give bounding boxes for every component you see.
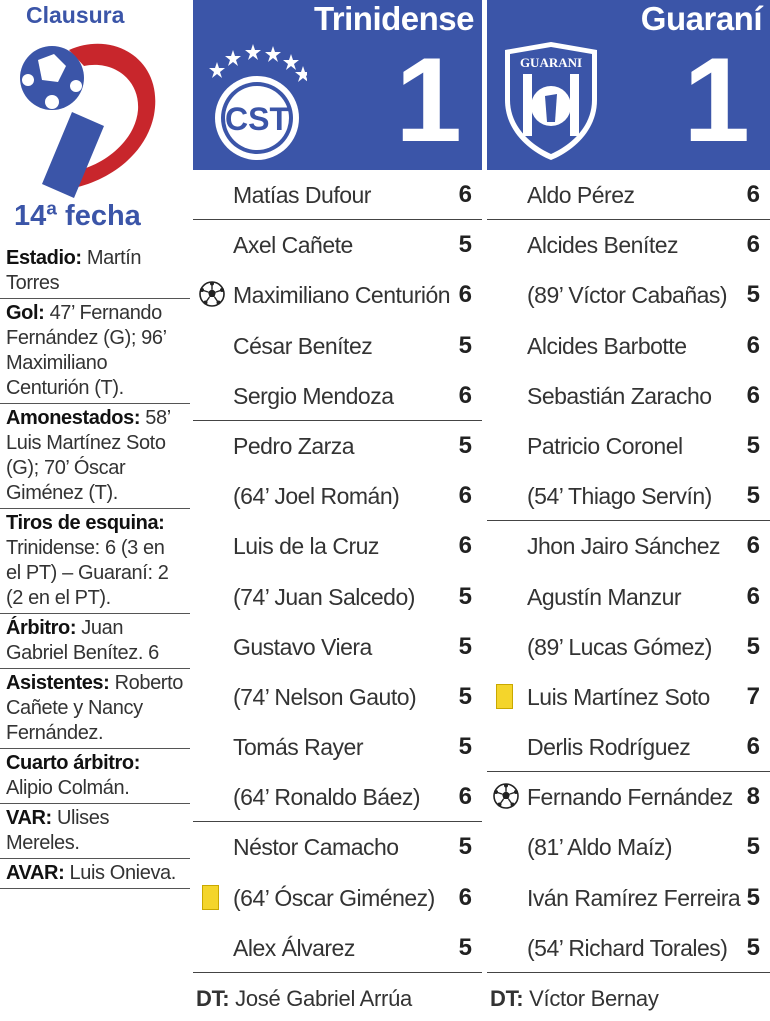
tournament-title: Clausura [26,2,125,28]
player-rating: 5 [746,833,760,861]
guarani-crest-icon [501,40,601,162]
player-rating: 5 [746,281,760,309]
soccer-ball-icon [199,281,225,313]
player-rating: 6 [458,482,472,510]
player-name: (89’ Lucas Gómez) [527,633,712,660]
player-name: (64’ Óscar Giménez) [233,884,435,911]
info-block [0,614,190,669]
player-name: César Benítez [233,332,373,359]
home-score: 1 [395,33,462,167]
player-row [487,772,770,822]
player-name: Axel Cañete [233,232,353,259]
player-row [193,321,482,371]
player-name: Fernando Fernández [527,784,733,811]
player-name: Néstor Camacho [233,834,399,861]
away-team-name: Guaraní [640,0,762,37]
info-text: Martín Torres [6,247,142,294]
player-row [487,923,770,973]
player-name: (64’ Joel Román) [233,483,400,510]
player-row [193,923,482,973]
info-label: Tiros de esquina: [6,512,165,534]
player-rating: 5 [458,231,472,259]
player-row [193,572,482,622]
player-rating: 6 [458,532,472,560]
player-name: (54’ Thiago Servín) [527,483,712,510]
player-name: (54’ Richard Torales) [527,934,728,961]
player-name: Agustín Manzur [527,583,682,610]
away-team-header [487,0,770,170]
player-row [193,873,482,923]
player-rating: 5 [458,331,472,359]
info-label: Gol: [6,302,45,324]
player-row [487,421,770,471]
player-row [487,321,770,371]
player-rating: 6 [746,331,760,359]
away-score: 1 [683,33,750,167]
player-row [487,873,770,923]
info-label: Cuarto árbitro: [6,752,141,774]
player-row [193,270,482,320]
player-name: Sebastián Zaracho [527,382,712,409]
away-player-list [487,170,770,973]
player-name: (74’ Juan Salcedo) [233,583,415,610]
player-row [193,521,482,571]
player-rating: 6 [458,281,472,309]
player-name: Luis Martínez Soto [527,683,710,710]
trinidense-crest-icon [207,40,307,162]
info-label: Estadio: [6,247,82,269]
yellow-card-icon [202,885,219,910]
player-rating: 5 [746,632,760,660]
home-coach-line [196,986,412,1012]
player-rating: 6 [746,582,760,610]
player-row [193,170,482,220]
player-name: (64’ Ronaldo Báez) [233,784,421,811]
info-text: 47’ Fernando Fernández (G); 96’ Maximiliano Centurión (T). [6,302,166,399]
info-block [0,244,190,299]
player-name: Alex Álvarez [233,934,355,961]
player-row [487,170,770,220]
info-block [0,749,190,804]
player-rating: 7 [746,682,760,710]
player-rating: 6 [746,733,760,761]
info-label: Amonestados: [6,407,141,429]
away-team-column [487,0,770,973]
home-team-name: Trinidense [313,0,474,37]
player-rating: 6 [458,181,472,208]
player-rating: 6 [746,181,760,208]
player-name: (81’ Aldo Maíz) [527,834,673,861]
home-coach-name: José Gabriel Arrúa [235,986,412,1011]
player-row [193,421,482,471]
svg-text:GUARANI: GUARANI [519,55,583,70]
player-row [487,672,770,722]
soccer-ball-icon [493,783,519,815]
player-row [193,220,482,270]
player-row [487,572,770,622]
player-rating: 6 [746,532,760,560]
player-rating: 6 [746,381,760,409]
player-rating: 5 [458,833,472,861]
player-rating: 5 [458,632,472,660]
info-label: Asistentes: [6,672,110,694]
home-player-list [193,170,482,973]
info-block [0,859,190,889]
player-row [487,270,770,320]
player-name: Sergio Mendoza [233,382,394,409]
player-rating: 5 [458,431,472,459]
info-label: AVAR: [6,862,65,884]
player-rating: 5 [458,682,472,710]
player-rating: 5 [746,431,760,459]
player-rating: 8 [746,783,760,811]
player-name: Derlis Rodríguez [527,734,691,761]
player-row [487,822,770,872]
player-name: Gustavo Viera [233,633,372,660]
info-label: VAR: [6,807,52,829]
info-block [0,404,190,509]
player-row [193,722,482,772]
player-name: Luis de la Cruz [233,533,379,560]
player-row [487,471,770,521]
player-name: Alcides Barbotte [527,332,687,359]
player-row [487,371,770,421]
player-row [487,220,770,270]
player-row [193,622,482,672]
player-row [193,822,482,872]
player-name: (89’ Víctor Cabañas) [527,282,728,309]
player-rating: 5 [746,883,760,911]
home-team-header [193,0,482,170]
player-rating: 5 [746,482,760,510]
player-name: Alcides Benítez [527,232,679,259]
player-rating: 6 [458,381,472,409]
player-row [487,722,770,772]
player-rating: 6 [458,783,472,811]
player-name: Matías Dufour [233,182,371,208]
info-text: Luis Onieva. [69,862,176,884]
player-name: Jhon Jairo Sánchez [527,533,721,560]
round-label: 14ª fecha [14,200,141,232]
player-name: Pedro Zarza [233,432,355,459]
info-block [0,299,190,404]
player-row [193,672,482,722]
info-text: Roberto Cañete y Nancy Fernández. [6,672,183,744]
info-label: Árbitro: [6,617,77,639]
player-name: Aldo Pérez [527,182,635,208]
player-row [487,521,770,571]
info-text: Juan Gabriel Benítez. 6 [6,617,159,664]
player-rating: 5 [458,582,472,610]
player-row [193,772,482,822]
player-name: Iván Ramírez Ferreira [527,884,741,911]
svg-text:CST: CST [225,101,289,137]
player-rating: 6 [458,883,472,911]
player-name: Patricio Coronel [527,432,683,459]
player-name: Tomás Rayer [233,734,363,761]
info-text: Alipio Colmán. [6,777,130,799]
player-rating: 5 [458,733,472,761]
player-name: (74’ Nelson Gauto) [233,683,417,710]
match-info-sidebar [0,0,190,1021]
info-text: Ulises Mereles. [6,807,110,854]
player-rating: 5 [746,933,760,961]
info-block [0,804,190,859]
league-logo [14,30,164,205]
away-coach-line [490,986,659,1012]
home-coach-label: DT: [196,986,230,1011]
player-name: Maximiliano Centurión [233,282,451,309]
match-info-list [0,244,190,889]
player-row [193,371,482,421]
info-block [0,669,190,749]
away-coach-label: DT: [490,986,524,1011]
away-coach-name: Víctor Bernay [529,986,659,1011]
info-text: 58’ Luis Martínez Soto (G); 70’ Óscar Giménez (T). [6,407,171,504]
player-rating: 6 [746,231,760,259]
info-text: Trinidense: 6 (3 en el PT) – Guaraní: 2 (2 en el PT). [6,537,169,609]
player-rating: 5 [458,933,472,961]
player-row [193,471,482,521]
home-team-column [193,0,482,973]
player-row [487,622,770,672]
info-block [0,509,190,614]
yellow-card-icon [496,684,513,709]
